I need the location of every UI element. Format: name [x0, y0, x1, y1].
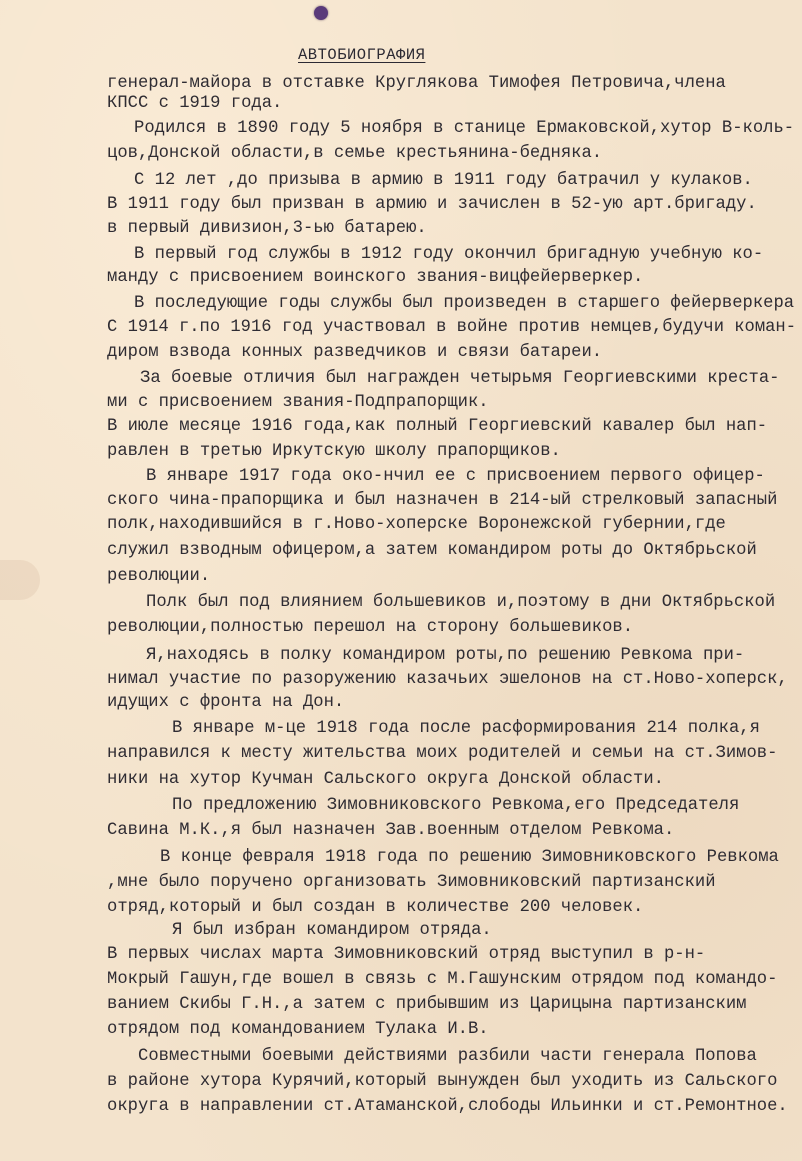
text-line: цов,Донской области,в семье крестьянина-бедняка. — [107, 144, 603, 163]
document-title: АВТОБИОГРАФИЯ — [298, 46, 426, 64]
text-line: генерал-майора в отставке Круглякова Тимофея Петровича,члена — [107, 74, 726, 93]
text-line: ,мне было поручено организовать Зимовниковский партизанский — [107, 873, 716, 892]
text-line: полк,находившийся в г.Ново-хоперске Воронежской губернии,где — [107, 515, 726, 534]
text-line: За боевые отличия был награжден четырьмя Георгиевскими креста- — [140, 369, 780, 388]
text-line: ники на хутор Кучман Сальского округа Донской области. — [107, 770, 664, 789]
text-line: отрядом под командованием Тулака И.В. — [107, 1020, 489, 1039]
text-line: Я был избран командиром отряда. — [172, 921, 492, 940]
text-line: направился к месту жительства моих родителей и семьи на ст.Зимов- — [107, 744, 778, 763]
text-line: Я,находясь в полку командиром роты,по решению Ревкома при- — [146, 646, 745, 665]
text-line: С 1914 г.по 1916 год участвовал в войне против немцев,будучи коман- — [107, 318, 796, 337]
text-line: В январе м-це 1918 года после расформирования 214 полка,я — [172, 719, 760, 738]
text-line: ского чина-прапорщика и был назначен в 214-ый стрелковый запасный — [107, 491, 778, 510]
text-line: В первых числах марта Зимовниковский отряд выступил в р-н- — [107, 945, 706, 964]
text-line: Полк был под влиянием большевиков и,поэтому в дни Октябрьской — [146, 593, 776, 612]
text-line: По предложению Зимовниковского Ревкома,его Председателя — [172, 796, 740, 815]
text-line: В июле месяце 1916 года,как полный Георгиевский кавалер был нап- — [107, 417, 768, 436]
text-line: Родился в 1890 году 5 ноября в станице Ермаковской,хутор В-коль- — [134, 119, 795, 138]
text-line: идущих с фронта на Дон. — [107, 693, 345, 712]
text-line: Совместными боевыми действиями разбили части генерала Попова — [138, 1047, 757, 1066]
text-line: нимал участие по разоружению казачьих эшелонов на ст.Ново-хоперск, — [107, 670, 788, 689]
text-line: В последующие годы службы был произведен в старшего фейерверкера — [134, 294, 795, 313]
text-line: ми с присвоением звания-Подпрапорщик. — [107, 393, 489, 412]
text-line: в районе хутора Курячий,который вынужден был уходить из Сальского — [107, 1072, 778, 1091]
text-line: В 1911 году был призван в армию и зачислен в 52-ую арт.бригаду. — [107, 195, 757, 214]
text-line: революции,полностью перешол на сторону большевиков. — [107, 618, 634, 637]
text-line: равлен в третью Иркутскую школу прапорщиков. — [107, 442, 561, 461]
text-line: В первый год службы в 1912 году окончил бригадную учебную ко- — [134, 245, 764, 264]
text-line: манду с присвоением воинского звания-вицфейерверкер. — [107, 268, 644, 287]
paper-crease — [0, 560, 40, 600]
text-line: отряд,который и был создан в количестве 200 человек. — [107, 898, 644, 917]
text-line: служил взводным офицером,а затем командиром роты до Октябрьской — [107, 541, 757, 560]
text-line: в первый дивизион,3-ью батарею. — [107, 219, 427, 238]
punch-hole — [314, 6, 328, 20]
text-line: Мокрый Гашун,где вошел в связь с М.Гашунским отрядом под командо- — [107, 970, 778, 989]
text-line: ванием Скибы Г.Н.,а затем с прибывшим из Царицына партизанским — [107, 995, 747, 1014]
text-line: диром взвода конных разведчиков и связи батареи. — [107, 343, 603, 362]
text-line: В январе 1917 года око-нчил ее с присвоением первого офицер- — [146, 467, 765, 486]
text-line: Савина М.К.,я был назначен Зав.военным отделом Ревкома. — [107, 821, 675, 840]
text-line: В конце февраля 1918 года по решению Зимовниковского Ревкома — [160, 848, 779, 867]
text-line: округа в направлении ст.Атаманской,слободы Ильинки и ст.Ремонтное. — [107, 1097, 788, 1116]
text-line: революции. — [107, 567, 211, 586]
text-line: С 12 лет ,до призыва в армию в 1911 году батрачил у кулаков. — [134, 171, 753, 190]
text-line: КПСС с 1919 года. — [107, 94, 283, 113]
